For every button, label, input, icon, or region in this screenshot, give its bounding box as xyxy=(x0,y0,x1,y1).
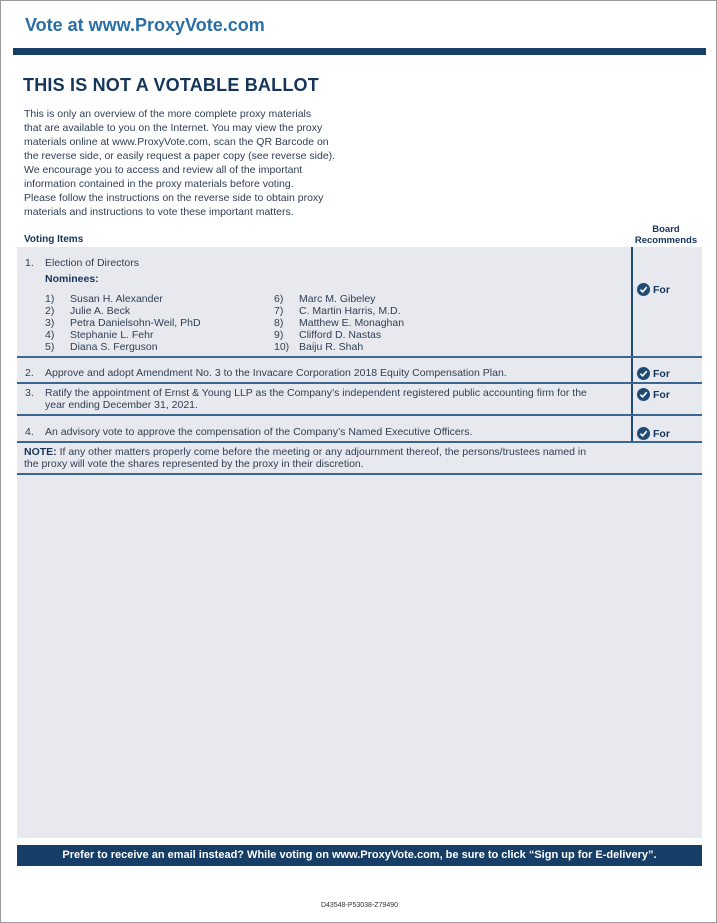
nominee-number: 1) xyxy=(45,293,55,305)
nominee-row xyxy=(45,317,201,329)
intro-line: Please follow the instructions on the reverse side to obtain proxy xyxy=(24,192,324,204)
nominees-label: Nominees: xyxy=(45,273,99,285)
nominee-row xyxy=(274,305,401,317)
item-3-line: year ending December 31, 2021. xyxy=(45,399,198,411)
intro-line: that are available to you on the Internet. You may view the proxy xyxy=(24,122,323,134)
nominee-number: 10) xyxy=(274,341,290,353)
item-1-recommendation xyxy=(637,283,670,296)
nominee-number: 4) xyxy=(45,329,55,341)
board-recommends-line: Recommends xyxy=(634,235,698,246)
item-2-recommendation xyxy=(637,367,670,380)
top-divider-bar xyxy=(13,48,706,55)
nominee-name: Stephanie L. Fehr xyxy=(70,329,154,341)
nominee-name: Marc M. Gibeley xyxy=(299,293,376,305)
item-4-text: An advisory vote to approve the compensation of the Company’s Named Executive Officers. xyxy=(45,426,473,438)
check-circle-icon xyxy=(637,283,650,296)
edelivery-banner: Prefer to receive an email instead? While voting on www.ProxyVote.com, be sure to click “Sign up for E-delivery”. xyxy=(17,845,702,866)
ballot-title: THIS IS NOT A VOTABLE BALLOT xyxy=(23,75,319,95)
nominee-row xyxy=(274,329,381,341)
note-text xyxy=(24,446,636,470)
item-divider xyxy=(17,356,702,358)
nominee-row xyxy=(45,305,130,317)
nominee-name: Diana S. Ferguson xyxy=(70,341,158,353)
board-recommends-line: Board xyxy=(652,224,680,235)
note-line xyxy=(24,446,636,458)
item-3-line: Ratify the appointment of Ernst & Young LLP as the Company’s independent registered public accounting firm for the xyxy=(45,387,587,399)
nominee-name: C. Martin Harris, M.D. xyxy=(299,305,401,317)
item-2-number: 2. xyxy=(25,367,34,379)
check-circle-icon xyxy=(637,388,650,401)
item-4-number: 4. xyxy=(25,426,34,438)
intro-line: materials online at www.ProxyVote.com, scan the QR Barcode on xyxy=(24,136,329,148)
intro-line: information contained in the proxy materials before voting. xyxy=(24,178,294,190)
document-code: D43548-P53038-Z79490 xyxy=(320,902,399,909)
intro-paragraph xyxy=(24,107,369,219)
check-circle-icon xyxy=(637,367,650,380)
intro-line: We encourage you to access and review all of the important xyxy=(24,164,303,176)
board-recommends-header xyxy=(631,224,701,246)
nominee-row xyxy=(45,341,158,353)
header-title: Vote at www.ProxyVote.com xyxy=(25,15,265,35)
item-3-text xyxy=(45,387,630,411)
item-divider xyxy=(17,382,702,384)
nominee-name: Julie A. Beck xyxy=(70,305,131,317)
nominee-number: 3) xyxy=(45,317,55,329)
item-3-recommendation xyxy=(637,388,670,401)
nominee-name: Petra Danielsohn-Weil, PhD xyxy=(70,317,201,329)
nominee-name: Matthew E. Monaghan xyxy=(299,317,405,329)
item-4-recommendation xyxy=(637,427,670,440)
nominee-name: Baiju R. Shah xyxy=(299,341,364,353)
nominee-row xyxy=(274,293,375,305)
nominee-name: Clifford D. Nastas xyxy=(299,329,382,341)
recommendation-column-divider xyxy=(631,247,633,441)
nominee-row xyxy=(274,341,363,353)
nominee-number: 2) xyxy=(45,305,55,317)
recommendation-label: For xyxy=(653,388,670,401)
nominee-number: 5) xyxy=(45,341,55,353)
item-divider xyxy=(17,414,702,416)
recommendation-label: For xyxy=(653,367,670,380)
item-1-text: Election of Directors xyxy=(45,257,139,269)
item-2-text: Approve and adopt Amendment No. 3 to the Invacare Corporation 2018 Equity Compensation Plan. xyxy=(45,367,507,379)
item-1-number: 1. xyxy=(25,257,34,269)
intro-line: This is only an overview of the more complete proxy materials xyxy=(24,108,312,120)
item-3-number: 3. xyxy=(25,387,34,399)
note-label: NOTE: xyxy=(24,446,57,458)
nominee-row xyxy=(45,329,153,341)
nominee-row xyxy=(274,317,404,329)
recommendation-label: For xyxy=(653,427,670,440)
nominee-number: 7) xyxy=(274,305,284,317)
nominee-name: Susan H. Alexander xyxy=(70,293,163,305)
intro-line: materials and instructions to vote these important matters. xyxy=(24,206,294,218)
note-divider xyxy=(17,473,702,475)
nominee-number: 6) xyxy=(274,293,284,305)
note-line-1: If any other matters properly come before the meeting or any adjournment thereof, the persons/trustees named in xyxy=(56,446,587,458)
intro-line: the reverse side, or easily request a paper copy (see reverse side). xyxy=(24,150,336,162)
check-circle-icon xyxy=(637,427,650,440)
note-line-2: the proxy will vote the shares represented by the proxy in their discretion. xyxy=(24,458,364,470)
item-divider xyxy=(17,441,702,443)
nominee-number: 9) xyxy=(274,329,284,341)
nominee-row xyxy=(45,293,163,305)
nominee-number: 8) xyxy=(274,317,284,329)
voting-items-header: Voting Items xyxy=(24,234,84,245)
recommendation-label: For xyxy=(653,283,670,296)
